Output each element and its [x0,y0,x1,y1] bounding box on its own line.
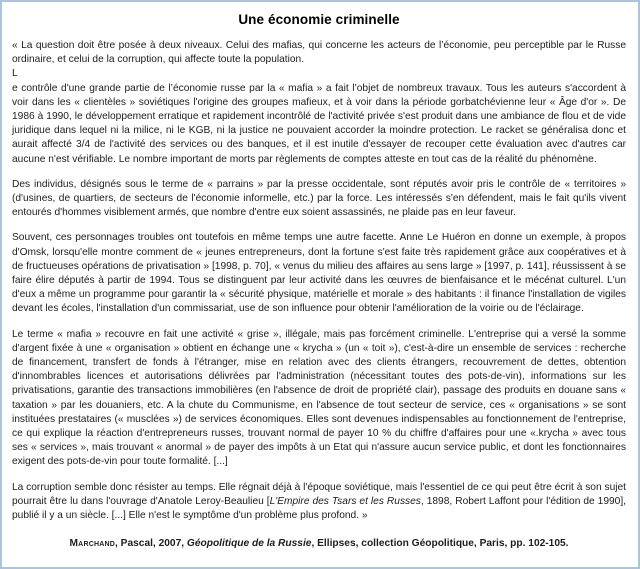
paragraph-5: Le terme « mafia » recouvre en fait une activité « grise », illégale, mais pas forcément criminelle. L'entreprise qui a versé la somme d'argent fixée à une « organisation » obtient en échange une « krycha » (un « toit »), c'est-à-dire un ensemble de services : recherche de financement, transfert de fonds à l'étranger, mise en relation avec des clients étrangers, recouvrement de dettes, obtention d'innombrables licences et autorisations délivrées par l'administration (nécessitant toutes des pots-de-vin), informations sur les privatisations, garantie des transactions immobilières (en l'absence de droit de propriété clair), passage des produits en douane sans « taxation » par les douaniers, etc. A la chute du Communisme, en l'absence de tout secteur de service, ces « organisations » se sont instituées prestataires (« musclées ») de services économiques. Elles sont devenues indispensables au fonctionnement de l'entreprise, ce qui explique la réaction d'entrepreneurs russes, trouvant normal de payer 10 % du chiffre d'affaires pour une «.krycha » avec tous ses « services », mais trouvant « anormal » de payer des impôts à un Etat qui n'assure aucun service public, et dont les fonctionnaires exigent des pots-de-vin pour toute formalité. [...] [12,328,626,468]
source-citation [12,537,626,551]
page-title: Une économie criminelle [238,12,400,27]
paragraph-6-text-before-title: La corruption semble donc résister au temps. Elle régnait déjà à l'époque soviétique, mais l'essentiel de ce qui peut être écrit à son sujet pourrait être lu dans l'ouvrage d'Anatole Leroy-Beaulieu [ [12,481,626,507]
paragraph-6 [12,481,626,524]
bottom-spacer [12,551,626,557]
citation-author-surname: Marchand [69,538,115,550]
document-body [12,39,626,523]
citation-work-title: Géopolitique de la Russie [186,538,312,550]
paragraph-1-orphan-letter: L [12,68,18,80]
paragraph-1: « La question doit être posée à deux niveaux. Celui des mafias, qui concerne les acteurs de l’économie, peu perceptible par le Russe ordinaire, et celui de la corruption, qui affecte toute la population. [12,40,626,66]
paragraph-3: Des individus, désignés sous le terme de « parrains » par la presse occidentale, sont réputés avoir pris le contrôle de « territoires » (d'usines, de quartiers, de secteurs de l'économie informelle, etc.) par la force. Les intéressés s'en défendent, mais le fait qu'ils vivent entourés d'hommes visiblement armés, que nombre d'entre eux soient assassinés, ne plaide pas en leur faveur. [12,178,626,219]
book-title-italic: L'Empire des Tsars et les Russes [269,495,421,507]
paragraph-6-text-after-title: , 1898, Robert Laffont pour l'édition de 1990], publié il y a un siècle. [...] Elle n'est le symptôme d'un problème plus profond. » [12,495,626,522]
paragraph-4: Souvent, ces personnages troubles ont toutefois en même temps une autre facette. Anne Le Huéron en donne un exemple, à propos d'Omsk, lorsqu'elle montre comment de « jeunes entrepreneurs, dont la fortune s'est faite très rapidement grâce aux coopératives et à de fructueuses opérations de privatisation » [1998, p. 70], « venus du milieu des affaires au sens large » [1997, p. 141], réussissent à se faire élire députés à partir de 1994. Tous se distinguent par leur activité dans les œuvres de bienfaisance et le mécénat culturel. L'un d'eux a même un programme pour garantir la « sécurité physique, matérielle et morale » des habitants : il finance l'installation de vigiles devant les écoles, l'installation d'un commissariat, use de son influence pour obtenir l'amélioration de la voirie ou de l'éclairage. [12,232,626,315]
citation-author-details: , Pascal, 2007, [114,538,187,550]
citation-publication-details: , Ellipses, collection Géopolitique, Paris, pp. 102-105. [311,538,569,550]
paragraph-2: e contrôle d'une grande partie de l’économie russe par la « mafia » a fait l’objet de nombreux travaux. Tous les auteurs s'accordent à voir dans les « clientèles » soviétiques l'origine des groupes mafieux, et à voir dans la période gorbatchévienne leur « Âge d'or ». De 1986 à 1990, le développement erratique et rapidement incontrôlé de l'activité privée s'est produit dans une ambiance de flou et de vide juridique dans lequel ni la milice, ni le KGB, ni la justice ne pouvaient accorder la moindre protection. Le racket se généralisa donc et aurait affecté 3/4 de l'activité des services ou des banques, et il est inutile d'essayer de recouper cette évaluation avec d'autres car aucune n'est vérifiable. Le nombre important de morts par règlements de comptes atteste en tout cas de la réalité du phénomène. [12,82,626,165]
